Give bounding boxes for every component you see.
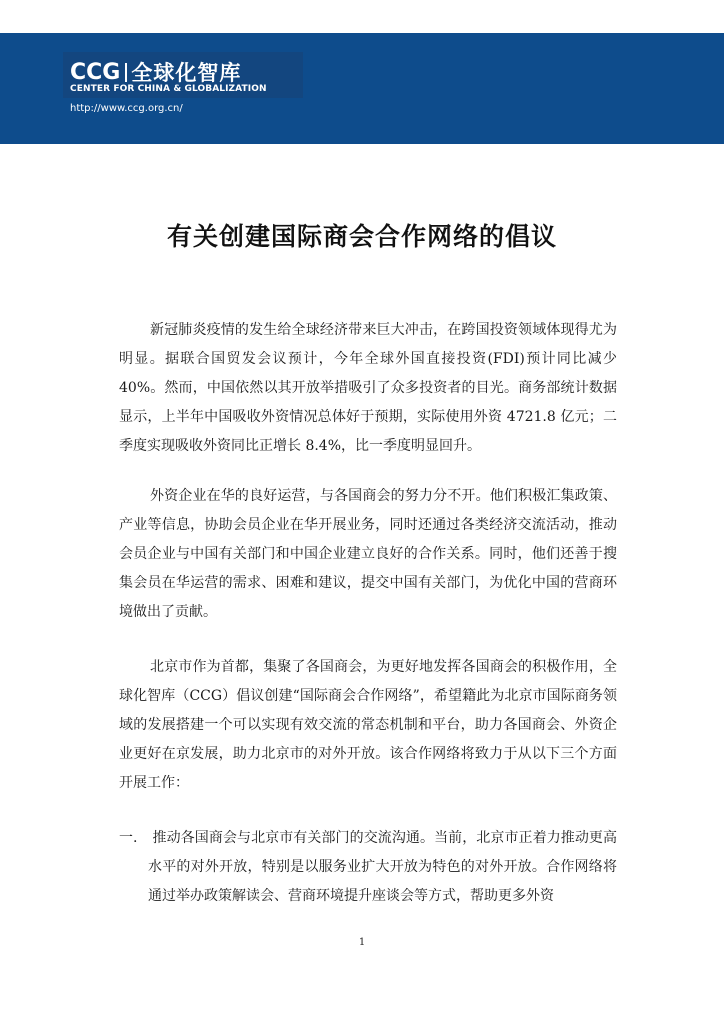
- list-item-1: [119, 824, 617, 911]
- logo-divider: [125, 63, 127, 82]
- page-number: 1: [358, 937, 366, 948]
- logo-chinese-name: 全球化智库: [131, 61, 242, 85]
- paragraph-3: 北京市作为首都，集聚了各国商会，为更好地发挥各国商会的积极作用，全球化智库（CCG）倡议创建“国际商会合作网络”，希望籍此为北京市国际商务领域的发展搭建一个可以实现有效交流的常态机制和平台，助力各国商会、外资企业更好在京发展，助力北京市的对外开放。该合作网络将致力于从以下三个方面开展工作：: [119, 659, 617, 791]
- logo-abbreviation: CCG: [70, 59, 121, 85]
- list-item-text: 推动各国商会与北京市有关部门的交流沟通。当前，北京市正着力推动更高水平的对外开放，特别是以服务业扩大开放为特色的对外开放。合作网络将通过举办政策解读会、营商环境提升座谈会等方式，帮助更多外资: [148, 830, 617, 904]
- ccg-logo: [70, 59, 241, 85]
- header-url: http://www.ccg.org.cn/: [70, 103, 183, 114]
- logo-subtitle: CENTER FOR CHINA & GLOBALIZATION: [70, 84, 267, 94]
- paragraph-2: 外资企业在华的良好运营，与各国商会的努力分不开。他们积极汇集政策、产业等信息，协助会员企业在华开展业务，同时还通过各类经济交流活动，推动会员企业与中国有关部门和中国企业建立良好的合作关系。同时，他们还善于搜集会员在华运营的需求、困难和建议，提交中国有关部门，为优化中国的营商环境做出了贡献。: [119, 488, 617, 620]
- document-title: 有关创建国际商会合作网络的倡议: [166, 222, 557, 251]
- paragraph-1: 新冠肺炎疫情的发生给全球经济带来巨大冲击，在跨国投资领域体现得尤为明显。据联合国贸发会议预计，今年全球外国直接投资(FDI)预计同比减少40%。然而，中国依然以其开放举措吸引了众多投资者的目光。商务部统计数据显示，上半年中国吸收外资情况总体好于预期，实际使用外资 4721.8 亿元；二季度实现吸收外资同比正增长 8.4%，比一季度明显回升。: [119, 322, 617, 454]
- list-item-number: 一.: [119, 830, 138, 846]
